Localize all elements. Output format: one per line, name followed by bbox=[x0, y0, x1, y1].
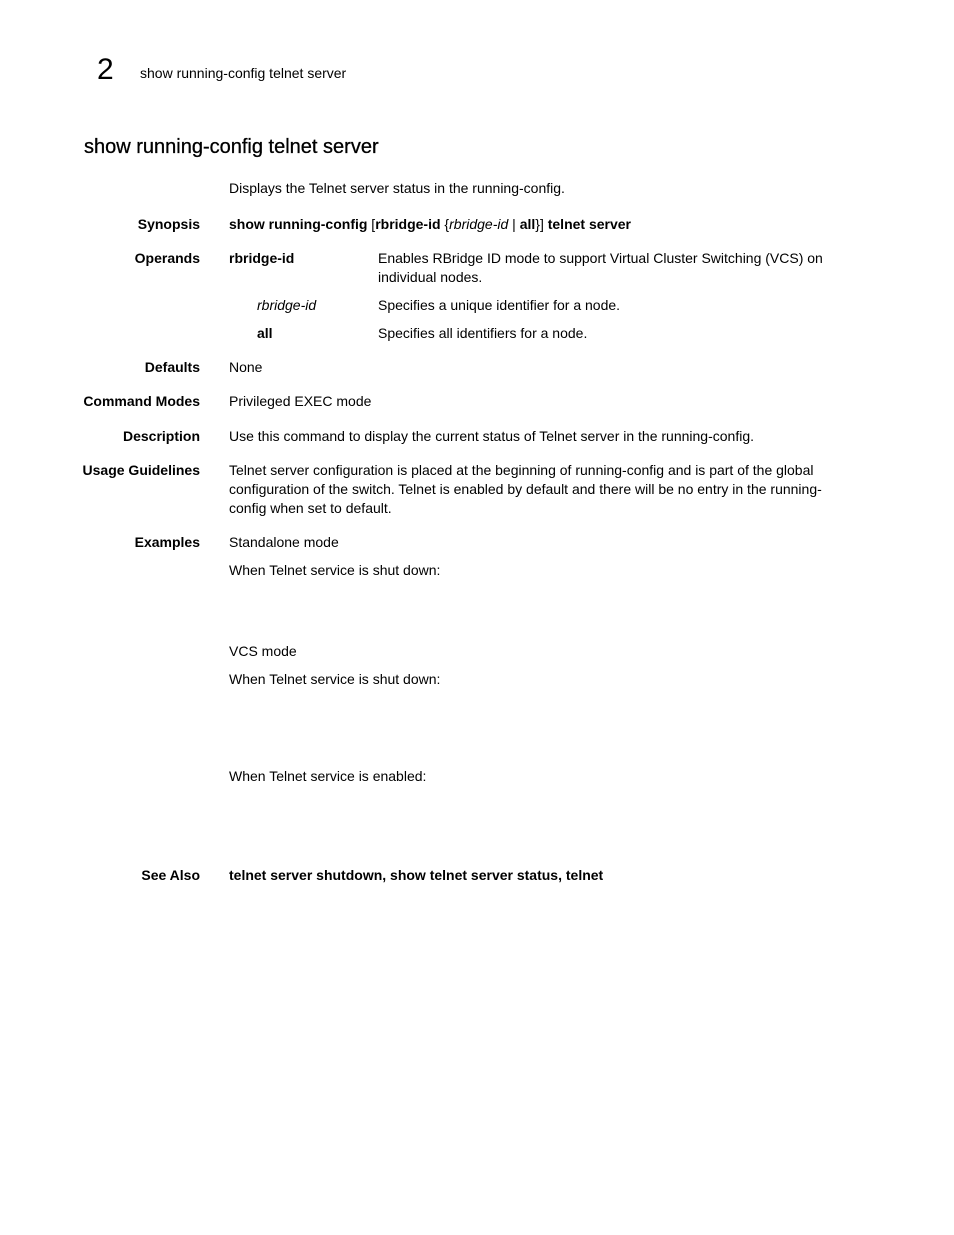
synopsis-close: }] bbox=[535, 216, 544, 232]
synopsis-keyword-all: all bbox=[519, 216, 536, 232]
operand-description: Enables RBridge ID mode to support Virtual Cluster Switching (VCS) on individual nodes. bbox=[378, 250, 823, 285]
synopsis-bracket-open: [ bbox=[367, 216, 376, 232]
synopsis-line bbox=[229, 215, 631, 234]
see-also-label: See Also bbox=[141, 867, 200, 883]
synopsis-label: Synopsis bbox=[137, 216, 200, 232]
description-text: Use this command to display the current status of Telnet server in the running-config. bbox=[229, 428, 755, 444]
operand-term: rbridge-id bbox=[257, 297, 317, 313]
operand-term: all bbox=[257, 325, 273, 341]
see-also-links[interactable]: telnet server shutdown, show telnet server status, telnet bbox=[229, 867, 604, 883]
defaults-value: None bbox=[229, 359, 263, 375]
synopsis-keyword-rbridge: rbridge-id bbox=[375, 216, 441, 232]
command-summary: Displays the Telnet server status in the running-config. bbox=[229, 180, 565, 196]
synopsis-tail: telnet server bbox=[543, 216, 632, 232]
operand-description: Specifies all identifiers for a node. bbox=[378, 325, 588, 341]
example-vcs-heading: VCS mode bbox=[229, 643, 297, 659]
chapter-number: 2 bbox=[97, 53, 114, 86]
synopsis-arg-rbridge: rbridge-id bbox=[449, 216, 509, 232]
synopsis-brace-open: { bbox=[440, 216, 450, 232]
example-vcs-shutdown: When Telnet service is shut down: bbox=[229, 671, 441, 687]
usage-guidelines-label: Usage Guidelines bbox=[82, 462, 200, 478]
command-modes-label: Command Modes bbox=[83, 393, 200, 409]
synopsis-command: show running-config bbox=[229, 216, 368, 232]
defaults-label: Defaults bbox=[144, 359, 200, 375]
synopsis-pipe: | bbox=[508, 216, 520, 232]
example-standalone-heading: Standalone mode bbox=[229, 534, 339, 550]
command-modes-value: Privileged EXEC mode bbox=[229, 393, 372, 409]
example-standalone-shutdown: When Telnet service is shut down: bbox=[229, 562, 441, 578]
operands-label: Operands bbox=[134, 250, 200, 266]
usage-guidelines-text: Telnet server configuration is placed at the beginning of running-config and is part of the global configuration of the switch. Telnet is enabled by default and there will be no entry in the running-config when set to default. bbox=[229, 462, 822, 516]
examples-label: Examples bbox=[134, 534, 200, 550]
running-head: show running-config telnet server bbox=[140, 65, 347, 81]
example-vcs-enabled: When Telnet service is enabled: bbox=[229, 768, 427, 784]
description-label: Description bbox=[122, 428, 200, 444]
operand-term: rbridge-id bbox=[229, 250, 295, 266]
page-title: show running-config telnet server bbox=[84, 136, 379, 158]
operand-description: Specifies a unique identifier for a node. bbox=[378, 297, 621, 313]
